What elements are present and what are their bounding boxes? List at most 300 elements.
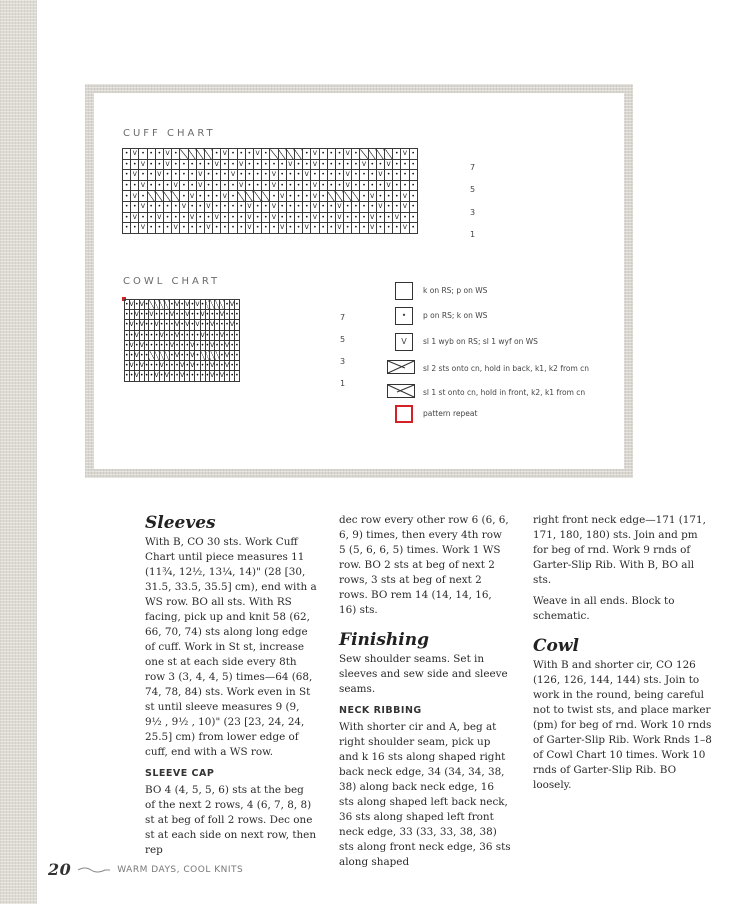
- chart-cell: •: [144, 331, 149, 339]
- chart-cell: V: [155, 212, 163, 223]
- cowl-chart-grid: [124, 299, 240, 382]
- chart-row: [123, 191, 418, 202]
- chart-cell: •: [220, 352, 224, 360]
- chart-cell: •: [319, 212, 327, 223]
- chart-cell: V: [134, 331, 139, 339]
- page-number: 20: [48, 860, 72, 879]
- chart-cell: V: [139, 159, 147, 170]
- chart-cell: •: [154, 331, 159, 339]
- paragraph: dec row every other row 6 (6, 6, 6, 9) times, then every 4th row 5 (5, 6, 6, 5) times. Work 1 WS row. BO 2 sts at beg of next 2 rows, 3 sts at beg of next 2 rows. BO rem 14 (14, 14, 16, 16) sts.: [339, 514, 509, 616]
- paragraph: BO 4 (4, 5, 5, 6) sts at the beg of the next 2 rows, 4 (6, 7, 8, 8) st at beg of foll 2 rows. Dec one st at each side on next row, then rep: [145, 784, 317, 856]
- chart-cell: •: [294, 191, 302, 202]
- chart-cell: •: [245, 159, 253, 170]
- chart-cell: •: [376, 212, 384, 223]
- chart-cell: [245, 191, 253, 202]
- chart-cell: •: [140, 331, 144, 339]
- chart-cell: •: [254, 201, 262, 212]
- chart-cell: V: [230, 321, 235, 329]
- chart-cell: V: [210, 321, 215, 329]
- cuff-chart-title: CUFF CHART: [123, 128, 216, 139]
- chart-cell: •: [221, 212, 229, 223]
- chart-cell: •: [149, 372, 154, 380]
- chart-cell: V: [195, 321, 200, 329]
- chart-cell: V: [129, 341, 134, 349]
- chart-cell: •: [229, 212, 237, 223]
- cuff-row-number: 5: [470, 185, 476, 194]
- chart-cell: •: [125, 301, 129, 309]
- chart-cell: •: [196, 212, 204, 223]
- chart-cell: V: [131, 212, 139, 223]
- chart-cell: •: [129, 352, 134, 360]
- slip-symbol-icon: V: [395, 333, 413, 351]
- chart-cell: •: [229, 191, 237, 202]
- chart-cell: •: [134, 301, 139, 309]
- chart-cell: •: [172, 159, 180, 170]
- chart-row: [125, 371, 240, 381]
- chart-cell: •: [286, 170, 294, 181]
- chart-cell: •: [213, 223, 221, 234]
- chart-cell: •: [393, 149, 401, 160]
- chart-cell: •: [311, 170, 319, 181]
- chart-cell: •: [376, 223, 384, 234]
- chart-cell: •: [170, 301, 174, 309]
- chart-cell: V: [270, 170, 278, 181]
- chart-cell: •: [221, 201, 229, 212]
- chart-cell: [294, 149, 302, 160]
- chart-cell: •: [225, 321, 229, 329]
- chart-cell: •: [205, 321, 210, 329]
- chart-cell: •: [303, 191, 311, 202]
- chart-cell: •: [180, 331, 184, 339]
- chart-cell: •: [123, 201, 131, 212]
- paragraph: With B and shorter cir, CO 126 (126, 126, 144, 144) sts. Join to work in the round, being careful not to twist sts, and place marker (pm) for beg of rnd. Work 10 rnds of Garter-Slip Rib. Work Rnds 1–8 of Cowl Chart 10 times. Work 10 rnds of Garter-Slip Rib. BO loosely.: [533, 659, 712, 791]
- chart-cell: V: [286, 159, 294, 170]
- chart-cell: •: [401, 212, 409, 223]
- chart-cell: •: [154, 311, 159, 319]
- chart-cell: V: [335, 212, 343, 223]
- chart-cell: [385, 149, 393, 160]
- chart-cell: •: [144, 311, 149, 319]
- chart-cell: [254, 191, 262, 202]
- chart-cell: V: [154, 372, 159, 380]
- text-column-3: [533, 513, 713, 799]
- chart-cell: •: [327, 223, 335, 234]
- chart-cell: V: [303, 170, 311, 181]
- chart-cell: V: [190, 352, 195, 360]
- chart-cell: •: [170, 372, 174, 380]
- chart-cell: •: [205, 341, 210, 349]
- chart-cell: [335, 191, 343, 202]
- chart-cell: •: [180, 321, 184, 329]
- chart-cell: V: [131, 170, 139, 181]
- chart-cell: •: [204, 159, 212, 170]
- chart-cell: •: [385, 201, 393, 212]
- chart-cell: •: [225, 331, 229, 339]
- chart-cell: V: [311, 180, 319, 191]
- chart-cell: •: [204, 180, 212, 191]
- chart-cell: V: [360, 159, 368, 170]
- chart-cell: •: [235, 341, 239, 349]
- chart-cell: •: [170, 331, 174, 339]
- chart-cell: V: [195, 301, 200, 309]
- chart-cell: •: [327, 149, 335, 160]
- chart-cell: •: [204, 212, 212, 223]
- chart-cell: V: [174, 331, 180, 339]
- chart-cell: •: [368, 180, 376, 191]
- chart-cell: •: [149, 331, 154, 339]
- chart-cell: V: [221, 149, 229, 160]
- chart-cell: •: [134, 321, 139, 329]
- chart-cell: •: [149, 321, 154, 329]
- chart-cell: •: [319, 180, 327, 191]
- cable-left-icon: [387, 384, 415, 398]
- chart-cell: •: [270, 191, 278, 202]
- chart-cell: V: [154, 321, 159, 329]
- chart-cell: V: [172, 223, 180, 234]
- legend-label: sl 1 wyb on RS; sl 1 wyf on WS: [423, 337, 538, 346]
- chart-cell: •: [352, 149, 360, 160]
- chart-cell: •: [140, 372, 144, 380]
- chart-cell: V: [180, 201, 188, 212]
- chart-cell: •: [129, 311, 134, 319]
- chart-cell: •: [393, 180, 401, 191]
- chart-cell: •: [188, 223, 196, 234]
- chart-cell: V: [134, 311, 139, 319]
- paragraph: With B, CO 30 sts. Work Cuff Chart until piece measures 11 (11¾, 12½, 13¼, 14)" (28 [30, 31.5, 33.5, 35.5] cm), end with a WS row. BO all sts. With RS facing, pick up and knit 58 (62, 66, 70, 74) sts along long edge of cuff. Work in St st, increase one st at each side every 8th row 3 (3, 4, 4, 5) times—64 (68, 74, 78, 84) sts. Work even in St st until sleeve measures 9 (9, 9½ , 9½ , 10)" (23 [23, 24, 24, 25.5] cm) from lower edge of cuff, end with a WS row.: [145, 536, 317, 758]
- chart-cell: •: [195, 372, 200, 380]
- chart-cell: •: [254, 223, 262, 234]
- chart-cell: •: [360, 223, 368, 234]
- chart-cell: •: [175, 341, 179, 349]
- chart-cell: V: [131, 149, 139, 160]
- chart-cell: V: [401, 201, 409, 212]
- chart-cell: •: [352, 212, 360, 223]
- chart-cell: V: [224, 362, 230, 370]
- chart-cell: •: [190, 301, 195, 309]
- chart-cell: •: [125, 362, 129, 370]
- chart-cell: V: [185, 301, 190, 309]
- chart-cell: •: [303, 212, 311, 223]
- chart-cell: •: [170, 321, 174, 329]
- chart-row: [123, 159, 418, 170]
- chart-cell: •: [185, 352, 190, 360]
- chart-cell: •: [294, 223, 302, 234]
- chart-cell: •: [368, 159, 376, 170]
- chart-cell: V: [139, 362, 144, 370]
- chart-cell: V: [169, 341, 174, 349]
- chart-cell: •: [123, 191, 131, 202]
- chart-cell: •: [123, 149, 131, 160]
- chart-cell: [262, 191, 270, 202]
- chart-cell: V: [385, 180, 393, 191]
- chart-cell: •: [180, 341, 184, 349]
- chart-cell: V: [174, 352, 180, 360]
- chart-cell: V: [237, 159, 245, 170]
- chart-cell: •: [190, 311, 195, 319]
- chart-cell: •: [180, 311, 184, 319]
- chart-cell: •: [200, 341, 205, 349]
- chart-cell: •: [303, 180, 311, 191]
- chart-cell: •: [385, 212, 393, 223]
- linen-border: [0, 0, 37, 904]
- chart-cell: [163, 191, 171, 202]
- chart-cell: •: [254, 170, 262, 181]
- chart-cell: [155, 191, 163, 202]
- chart-cell: V: [219, 311, 224, 319]
- chart-row: [123, 201, 418, 212]
- chart-cell: •: [327, 159, 335, 170]
- chart-cell: •: [140, 352, 144, 360]
- chart-cell: •: [196, 201, 204, 212]
- chart-cell: •: [270, 223, 278, 234]
- chart-cell: •: [123, 159, 131, 170]
- chart-cell: V: [368, 212, 376, 223]
- chart-cell: V: [134, 372, 139, 380]
- chart-cell: •: [225, 311, 229, 319]
- chart-cell: •: [352, 170, 360, 181]
- chart-cell: •: [262, 212, 270, 223]
- chart-cell: •: [170, 362, 174, 370]
- chart-cell: [180, 149, 188, 160]
- subheading: SLEEVE CAP: [145, 768, 215, 779]
- chart-row: [123, 223, 418, 234]
- chart-cell: V: [210, 341, 215, 349]
- chart-cell: •: [125, 372, 129, 380]
- chart-cell: •: [155, 159, 163, 170]
- chart-cell: •: [229, 201, 237, 212]
- chart-cell: •: [165, 362, 169, 370]
- chart-cell: •: [172, 212, 180, 223]
- chart-cell: •: [319, 159, 327, 170]
- chart-cell: •: [220, 362, 224, 370]
- chart-cell: •: [385, 191, 393, 202]
- chart-cell: •: [213, 191, 221, 202]
- chart-cell: •: [139, 170, 147, 181]
- chart-cell: •: [327, 170, 335, 181]
- chart-row: [125, 320, 240, 330]
- chart-cell: •: [344, 223, 352, 234]
- chart-cell: •: [172, 201, 180, 212]
- chart-cell: •: [188, 170, 196, 181]
- chart-cell: •: [190, 372, 195, 380]
- chart-cell: V: [224, 341, 230, 349]
- chart-cell: •: [215, 311, 219, 319]
- chart-cell: V: [185, 311, 190, 319]
- chart-cell: •: [149, 362, 154, 370]
- chart-cell: •: [335, 149, 343, 160]
- page-footer: [48, 860, 243, 879]
- chart-cell: •: [165, 321, 169, 329]
- chart-cell: •: [144, 301, 149, 309]
- chart-cell: •: [213, 180, 221, 191]
- chart-cell: •: [196, 159, 204, 170]
- chart-cell: •: [393, 159, 401, 170]
- cuff-chart-grid: [122, 148, 418, 234]
- chart-cell: V: [401, 149, 409, 160]
- chart-cell: •: [368, 201, 376, 212]
- chart-cell: •: [123, 223, 131, 234]
- subheading: NECK RIBBING: [339, 705, 422, 716]
- chart-cell: V: [188, 212, 196, 223]
- chart-cell: [352, 191, 360, 202]
- chart-cell: •: [237, 170, 245, 181]
- chart-cell: •: [188, 201, 196, 212]
- chart-cell: •: [159, 341, 164, 349]
- chart-cell: [196, 149, 204, 160]
- chart-cell: V: [200, 311, 205, 319]
- chart-cell: •: [163, 180, 171, 191]
- chart-cell: V: [169, 311, 174, 319]
- chart-cell: •: [195, 362, 200, 370]
- chart-cell: V: [270, 180, 278, 191]
- chart-cell: •: [221, 170, 229, 181]
- chart-cell: •: [229, 159, 237, 170]
- chart-cell: •: [401, 180, 409, 191]
- chart-cell: V: [190, 341, 195, 349]
- chart-cell: [172, 191, 180, 202]
- chart-cell: •: [123, 180, 131, 191]
- chart-cell: •: [368, 170, 376, 181]
- chart-cell: •: [185, 372, 190, 380]
- chart-cell: •: [254, 159, 262, 170]
- chart-cell: •: [144, 362, 149, 370]
- chart-cell: •: [401, 159, 409, 170]
- chart-cell: •: [409, 159, 417, 170]
- chart-row: [125, 361, 240, 371]
- chart-cell: •: [147, 212, 155, 223]
- chart-cell: V: [129, 301, 134, 309]
- chart-cell: •: [262, 159, 270, 170]
- chart-cell: •: [360, 191, 368, 202]
- chart-cell: •: [327, 212, 335, 223]
- chart-cell: V: [196, 180, 204, 191]
- chart-cell: •: [140, 311, 144, 319]
- chart-cell: •: [294, 180, 302, 191]
- cuff-row-number: 7: [470, 163, 476, 172]
- chart-cell: •: [278, 159, 286, 170]
- paragraph: Weave in all ends. Block to schematic.: [533, 595, 675, 622]
- section-heading: Sleeves: [145, 513, 216, 533]
- chart-cell: •: [144, 372, 149, 380]
- chart-cell: •: [159, 372, 164, 380]
- chart-cell: •: [270, 159, 278, 170]
- chart-cell: •: [262, 201, 270, 212]
- chart-cell: V: [245, 223, 253, 234]
- pattern-repeat-outline: [122, 297, 239, 380]
- chart-cell: V: [237, 180, 245, 191]
- chart-cell: •: [229, 180, 237, 191]
- cowl-row-number: 5: [340, 335, 346, 344]
- chart-cell: •: [180, 191, 188, 202]
- chart-cell: •: [344, 159, 352, 170]
- chart-cell: •: [190, 331, 195, 339]
- chart-cell: •: [188, 159, 196, 170]
- chart-cell: •: [175, 362, 179, 370]
- chart-cell: V: [311, 212, 319, 223]
- section-heading: Cowl: [533, 636, 579, 656]
- chart-cell: •: [205, 372, 210, 380]
- chart-cell: •: [139, 149, 147, 160]
- chart-cell: •: [376, 159, 384, 170]
- chart-cell: •: [149, 341, 154, 349]
- chart-cell: •: [196, 223, 204, 234]
- chart-cell: V: [229, 170, 237, 181]
- chart-cell: V: [174, 321, 180, 329]
- chart-cell: •: [294, 170, 302, 181]
- chart-cell: •: [278, 212, 286, 223]
- chart-cell: •: [360, 170, 368, 181]
- chart-cell: •: [225, 301, 229, 309]
- chart-cell: •: [215, 372, 219, 380]
- chart-cell: •: [221, 159, 229, 170]
- cowl-row-number: 3: [340, 357, 346, 366]
- chart-cell: •: [409, 223, 417, 234]
- chart-cell: •: [134, 362, 139, 370]
- legend-label: pattern repeat: [423, 409, 478, 418]
- chart-cell: V: [164, 372, 169, 380]
- chart-cell: •: [262, 149, 270, 160]
- chart-cell: •: [409, 201, 417, 212]
- chart-cell: V: [180, 362, 185, 370]
- chart-cell: •: [165, 341, 169, 349]
- chart-cell: •: [230, 352, 234, 360]
- chart-cell: •: [144, 341, 149, 349]
- chart-cell: •: [131, 159, 139, 170]
- chart-cell: •: [245, 180, 253, 191]
- chart-cell: V: [221, 191, 229, 202]
- chart-cell: •: [205, 331, 210, 339]
- purl-symbol-icon: •: [395, 307, 413, 325]
- chart-cell: •: [409, 180, 417, 191]
- chart-cell: •: [154, 362, 159, 370]
- chart-cell: V: [139, 180, 147, 191]
- chart-cell: •: [319, 149, 327, 160]
- chart-cell: [278, 149, 286, 160]
- chart-cell: •: [180, 301, 184, 309]
- chart-cell: •: [185, 362, 190, 370]
- chart-cell: •: [180, 352, 184, 360]
- chart-cell: V: [393, 212, 401, 223]
- chart-cell: •: [163, 201, 171, 212]
- chart-cell: •: [196, 191, 204, 202]
- chart-cell: •: [123, 212, 131, 223]
- chart-cell: V: [180, 372, 185, 380]
- chart-cell: V: [139, 341, 144, 349]
- cowl-row-number: 1: [340, 379, 346, 388]
- chart-cell: •: [180, 170, 188, 181]
- chart-cell: •: [376, 191, 384, 202]
- chart-cell: V: [344, 180, 352, 191]
- chart-cell: V: [219, 331, 224, 339]
- chart-cell: [188, 149, 196, 160]
- chart-cell: •: [393, 223, 401, 234]
- chart-cell: •: [230, 311, 234, 319]
- cowl-row-number: 7: [340, 313, 346, 322]
- chart-cell: •: [344, 201, 352, 212]
- chart-cell: •: [147, 223, 155, 234]
- chart-cell: •: [360, 212, 368, 223]
- chart-cell: •: [155, 149, 163, 160]
- chart-cell: •: [401, 170, 409, 181]
- chart-cell: •: [195, 352, 200, 360]
- chart-cell: V: [129, 362, 134, 370]
- chart-cell: •: [235, 362, 239, 370]
- chart-cell: [360, 149, 368, 160]
- chart-cell: •: [139, 212, 147, 223]
- chart-cell: •: [180, 180, 188, 191]
- chart-cell: •: [335, 170, 343, 181]
- chart-cell: •: [200, 362, 205, 370]
